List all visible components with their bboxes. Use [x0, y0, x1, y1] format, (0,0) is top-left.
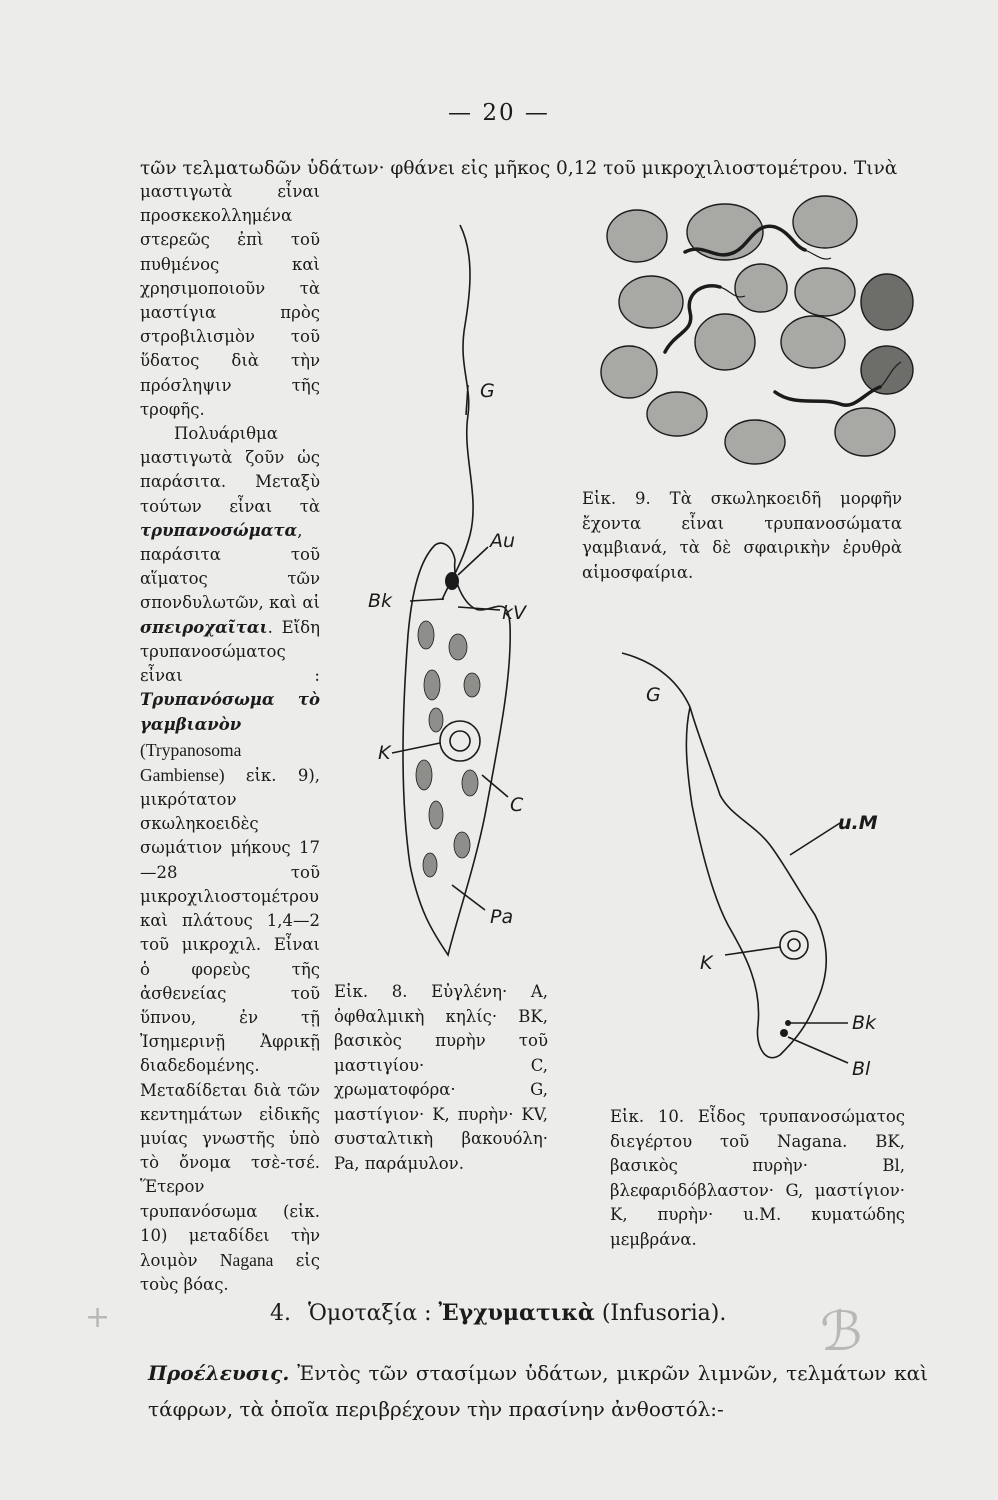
section-label: Ὁμοταξία : — [308, 1301, 432, 1326]
red-blood-cell — [795, 268, 855, 316]
chromatophore — [424, 670, 440, 700]
leader-line — [458, 547, 488, 575]
label-g: G — [646, 684, 661, 706]
flagellum-line — [442, 225, 473, 600]
nucleus-outer — [780, 931, 808, 959]
term-trypanosoma-gambiense: Τρυπανόσωμα τὸ γαμβιανὸν — [140, 690, 320, 735]
origin-label: Προέλευσις. — [148, 1361, 290, 1385]
red-blood-cell — [781, 316, 845, 368]
term-trypanosomes: τρυπανοσώματα — [140, 520, 298, 540]
trypanosome-illustration — [580, 645, 910, 1095]
chromatophore — [423, 853, 437, 877]
origin-text: Ἐντὸς τῶν στασίμων ὑδάτων, μικρῶν λιμνῶν, τελμάτων καὶ τάφρων, τὰ ὁποῖα περιβρέχουν τὴν πρασίνην ἀνθοστόλ:- — [148, 1361, 928, 1421]
text-run: . Εἴδη τρυπανοσώματος εἶναι : — [140, 617, 320, 686]
eyespot — [445, 572, 459, 590]
pencil-mark: + — [85, 1300, 111, 1335]
text-run: εἰς τοὺς βόας. — [140, 1250, 320, 1295]
text-run: Πολυάριθμα μαστιγωτὰ ζοῦν ὡς παράσιτα. Μεταξὺ τούτων εἶναι τὰ — [140, 424, 320, 516]
label-c: C — [510, 794, 524, 816]
leader-line — [392, 743, 440, 753]
figure-10-caption: Εἰκ. 10. Εἶδος τρυπανοσώματος διεγέρτου τοῦ Nagana. ΒΚ, βασικὸς πυρὴν· Bl, βλεφαριδόβλαστον· G, μαστίγιον· K, πυρὴν· u.M. κυματώδης μεμβράνα. — [610, 1107, 905, 1249]
chromatophore — [416, 760, 432, 790]
leader-line — [788, 1037, 848, 1063]
blepharoplast — [780, 1029, 788, 1037]
leader-line — [482, 775, 508, 797]
section-latin: (Infusoria). — [601, 1301, 727, 1326]
red-blood-cell — [695, 314, 755, 370]
paragraph-parasites — [140, 422, 320, 1297]
red-blood-cell — [835, 408, 895, 456]
figure-8-caption: Εἰκ. 8. Εὐγλένη· Α, ὀφθαλμικὴ κηλίς· ΒΚ, βασικὸς πυρὴν τοῦ μαστιγίου· C, χρωματοφόρα· G, μαστίγιον· Κ, πυρὴν· ΚV, συσταλτικὴ βακουόλη· Pa, παράμυλον. — [334, 982, 548, 1173]
page-number: — 20 — — [448, 100, 550, 126]
trypanosome — [775, 387, 880, 405]
text-run: εἰκ. 9), μικρότατον σκωληκοειδὲς σωμάτιον μήκους 17—28 τοῦ μικροχιλιοστομέτρου καὶ πλάτους 1,4—2 τοῦ μικροχιλ. Εἶναι ὁ φορεὺς τῆς ἀσθενείας τοῦ ὕπνου, ἐν τῇ Ἰσημερινῇ Ἀφρικῇ διαδεδομένης. Μεταδίδεται διὰ τῶν κεντημάτων εἰδικῆς μυίας γνωστῆς ὑπὸ τὸ ὄνομα τσὲ-τσέ. Ἕτερον τρυπανόσωμα (εἰκ. 10) μεταδίδει τὴν λοιμὸν — [140, 765, 320, 1270]
label-um: u.M — [838, 812, 878, 834]
red-blood-cell — [793, 196, 857, 248]
label-pa: Pa — [490, 906, 514, 928]
label-au: Au — [490, 530, 516, 552]
label-k: K — [378, 742, 391, 764]
paragraph-flagellates: μαστιγωτὰ εἶναι προσκεκολλημένα στερεῶς ἐπὶ τοῦ πυθμένος καὶ χρησιμοποιοῦν τὰ μαστίγια πρὸς στροβιλισμὸν τοῦ ὕδατος διὰ τὴν πρόσληψιν τῆς τροφῆς. — [140, 182, 320, 419]
figure-9-caption: Εἰκ. 9. Τὰ σκωληκοειδῆ μορφῆν ἔχοντα εἶναι τρυπανοσώματα γαμβιανά, τὰ δὲ σφαιρικὴν ἐρυθρὰ αἱμοσφαίρια. — [582, 489, 902, 582]
chromatophore — [454, 832, 470, 858]
red-blood-cell-dark — [861, 274, 913, 330]
label-bk: Bk — [852, 1012, 877, 1034]
leader-line — [790, 823, 840, 855]
nucleus-outer — [440, 721, 480, 761]
trypanosome-flagellum — [805, 250, 831, 259]
leader-line — [452, 885, 485, 910]
figure-8-euglena — [340, 215, 570, 975]
label-k: K — [700, 952, 713, 974]
text-run: , παράσιτα τοῦ αἵματος τῶν σπονδυλωτῶν, καὶ αἱ — [140, 520, 320, 613]
chromatophore — [429, 801, 443, 829]
chromatophore — [462, 770, 478, 796]
label-bl: Bl — [852, 1058, 871, 1080]
red-blood-cell-dark — [861, 346, 913, 394]
chromatophore — [429, 708, 443, 732]
left-column-text — [140, 180, 320, 1297]
label-g: G — [480, 380, 495, 402]
text-line-top: τῶν τελματωδῶν ὑδάτων· φθάνει εἰς μῆκος 0,12 τοῦ μικροχιλιοστομέτρου. Τινὰ — [140, 158, 898, 179]
blood-smear-illustration — [595, 192, 925, 482]
red-blood-cell — [601, 346, 657, 398]
red-blood-cell — [647, 392, 707, 436]
nucleus-inner — [450, 731, 470, 751]
nucleus-inner — [788, 939, 800, 951]
figure-9-blood-smear — [595, 192, 925, 482]
latin-name: (Trypanosoma Gambiense) — [140, 739, 242, 785]
pencil-mark: ℬ — [820, 1300, 863, 1363]
term-nagana: Nagana — [219, 1249, 274, 1270]
euglena-illustration — [340, 215, 570, 975]
trypanosome-body — [686, 707, 826, 1058]
red-blood-cell — [687, 204, 763, 260]
label-kv: kV — [502, 602, 527, 624]
leader-line — [725, 947, 780, 955]
red-blood-cell — [725, 420, 785, 464]
chromatophore — [449, 634, 467, 660]
term-spirochaetes: σπειροχαῖται — [140, 617, 268, 637]
figure-10-trypanosome — [580, 645, 910, 1095]
section-heading — [270, 1300, 870, 1326]
red-blood-cell — [607, 210, 667, 262]
chromatophore — [418, 621, 434, 649]
basal-body — [785, 1020, 791, 1026]
red-blood-cell — [619, 276, 683, 328]
origin-paragraph — [148, 1355, 928, 1427]
euglena-body-outline — [403, 543, 510, 955]
leader-line — [410, 599, 444, 601]
red-blood-cell — [735, 264, 787, 312]
section-number: 4. — [270, 1301, 291, 1326]
section-title: Ἐγχυματικὰ — [438, 1300, 595, 1326]
label-bk: Bk — [368, 590, 393, 612]
chromatophore — [464, 673, 480, 697]
